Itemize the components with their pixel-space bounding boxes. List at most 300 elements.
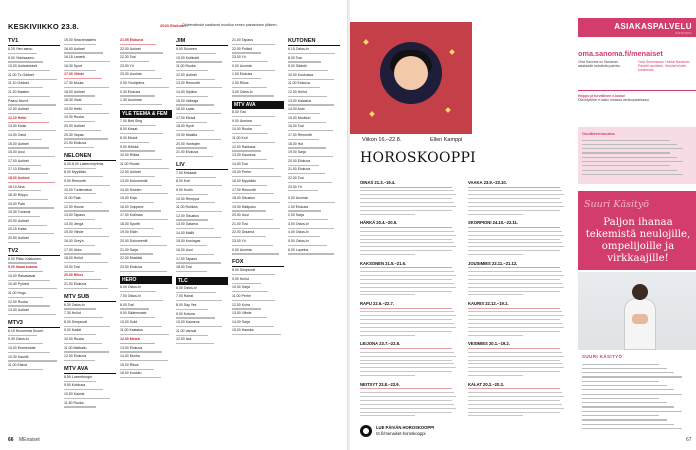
- program-description-line: [64, 94, 116, 98]
- program-description-line: [120, 226, 172, 230]
- program-line: 12.00 Hullut: [288, 89, 307, 94]
- horoscope-page: [350, 0, 696, 450]
- program-line: 10.00 Kauneus: [176, 320, 200, 325]
- program-description-line: [8, 287, 60, 291]
- program-description-line: [8, 137, 60, 141]
- program-line: 7.00 Rahat: [176, 294, 194, 299]
- program-description-line: [8, 163, 60, 167]
- program-description-line: [120, 307, 172, 311]
- program-description-line: [120, 218, 172, 222]
- tv-column: [288, 38, 340, 431]
- program-description-line: [8, 270, 60, 274]
- star-icon: [369, 111, 375, 117]
- program-line: 20.00 Uutiset: [64, 123, 85, 128]
- program-description-line: [232, 324, 284, 328]
- program-description-line: [232, 307, 284, 311]
- program-line: 17.00 Kotimaa: [120, 213, 143, 218]
- program-description-line: [176, 68, 228, 72]
- channel-block: [232, 259, 284, 337]
- program-description-line: [64, 218, 116, 222]
- program-line: 13.00 Dokumentti: [120, 178, 148, 183]
- program-description-line: [176, 209, 228, 213]
- program-line: 15.00 Kuningas: [176, 239, 201, 244]
- program-description-line: [232, 59, 284, 63]
- program-line: 12.00 Koira: [232, 302, 250, 307]
- program-line: 15.00 Perhe: [232, 170, 252, 175]
- address-change-lines: [582, 138, 692, 177]
- star-icon: [445, 107, 451, 113]
- zodiac-sign-block: [360, 180, 460, 216]
- zodiac-sign-block: [468, 341, 568, 377]
- program-description-line: [232, 114, 284, 118]
- program-description-line: [232, 68, 284, 72]
- sanoma-brand: SANOMA: [675, 31, 692, 35]
- program-description-line: [176, 270, 228, 274]
- zodiac-sign-text: [360, 347, 460, 378]
- program-description-line: [232, 77, 284, 81]
- program-line: 15.00 Uutiset: [8, 141, 29, 146]
- program-description-line: [176, 342, 228, 346]
- program-description-line: [176, 218, 228, 222]
- program-description-line: [120, 376, 172, 380]
- zodiac-sign-text: [360, 185, 460, 216]
- program-line: 11.20 Maaten.: [8, 89, 31, 94]
- zodiac-sign-heading: HÄRKÄ 20.4.–20.5.: [360, 220, 398, 226]
- program-description-line: [232, 85, 284, 89]
- zodiac-sign-block: [468, 382, 568, 418]
- channel-block: [288, 38, 340, 193]
- e-invoice-text: Ota käyttöön e-lasku omassa verkkopankissasi.: [578, 98, 650, 103]
- program-line: 11.00 Kalastus: [120, 328, 143, 333]
- program-line: 19.00 Hetki: [64, 106, 82, 111]
- program-line: 15.00 Vaihtaja: [176, 98, 199, 103]
- program-description-line: [64, 350, 116, 354]
- program-description-line: [232, 94, 284, 98]
- program-line: 9.20 Ihana kotona: [8, 265, 38, 270]
- e-invoice-title: Helppo ja turvallinen e-lasku!: [578, 94, 626, 98]
- zodiac-sign-text: [468, 226, 568, 257]
- horoscope-illustration: [350, 22, 472, 134]
- program-description-line: [64, 333, 116, 337]
- zodiac-sign-heading: VESIMIES 20.1.–19.2.: [468, 341, 510, 347]
- program-description-line: [64, 226, 116, 230]
- program-line: 22.00 Tosi: [288, 175, 304, 180]
- program-line: 18.00 Sisustus: [232, 196, 255, 201]
- program-line: Paavo Nurmi: [8, 98, 29, 103]
- program-line: 21.00 Sarja: [120, 247, 138, 252]
- program-line: 18.30 Vivat: [64, 98, 82, 103]
- program-description-line: [64, 316, 116, 320]
- zodiac-sign-block: [360, 382, 460, 418]
- ad-text-lines: [582, 362, 692, 431]
- program-line: 1.00 Elokuva: [232, 72, 253, 77]
- channel-block: [176, 162, 228, 274]
- program-description-line: [288, 94, 340, 98]
- program-line: 10.00 Koukussa: [288, 72, 314, 77]
- program-description-line: [288, 129, 340, 133]
- customer-service-text-left: Oma Sanoma on Sanoman asiakkaille tarkoitettu palvelu.: [578, 60, 621, 68]
- program-description-line: [8, 103, 60, 107]
- program-line: 10.00 Uutisvinkkeli: [8, 64, 38, 69]
- channel-block: [64, 294, 116, 363]
- program-description-line: [176, 146, 228, 150]
- program-line: 6.00 Pikku Kakkonen.: [8, 256, 42, 261]
- program-line: 16.00 Laatu: [176, 107, 195, 112]
- program-description-line: [232, 298, 284, 302]
- program-description-line: [8, 77, 60, 81]
- program-description-line: [176, 94, 228, 98]
- program-description-line: [176, 227, 228, 231]
- program-line: 10.00 Sarja: [232, 285, 250, 290]
- program-line: 12.00 Uutiset: [176, 72, 197, 77]
- program-description-line: [176, 154, 228, 158]
- program-description-line: [176, 325, 228, 329]
- program-line: 12.00 Isot: [176, 337, 192, 342]
- program-description-line: [288, 137, 340, 141]
- program-line: 17.00 Etsivä: [176, 115, 196, 120]
- program-line: 11.00 Etsivä: [8, 363, 28, 368]
- program-line: 10.50 Kaunis: [64, 391, 85, 396]
- program-description-line: [232, 192, 284, 196]
- channel-name: HERO: [120, 276, 172, 284]
- program-description-line: [176, 235, 228, 239]
- program-line: 8.30 Tosi: [232, 110, 246, 115]
- program-description-line: [8, 197, 60, 201]
- program-description-line: [288, 200, 340, 204]
- photo-person: [624, 284, 656, 350]
- program-line: 11.00 Matkailu: [64, 345, 87, 350]
- program-description-line: [232, 273, 284, 277]
- program-line: 10.00 Ruoka: [232, 127, 252, 132]
- program-line: 3.00 Ostos-tv: [232, 89, 253, 94]
- program-line: 11.50 Ruoka: [64, 400, 84, 405]
- zodiac-sign-text: [468, 185, 568, 216]
- program-line: 11.00 Koti: [232, 135, 248, 140]
- program-line: 9.00 Ykkösaamu.: [8, 55, 35, 60]
- program-description-line: [288, 111, 340, 115]
- program-description-line: [288, 103, 340, 107]
- program-line: 18.10 Aina: [8, 184, 25, 189]
- program-line: 5.00 Ostos-tv: [288, 239, 309, 244]
- program-line: 13.00 Kiosk: [8, 124, 27, 129]
- star-icon: [363, 39, 369, 45]
- horoscope-footer-link[interactable]: IS.fi/menaiset-horoskooppi: [376, 431, 426, 436]
- customer-service-text-right: Oma Sanomassa: Hoidat tilauksesi, Päivität osoitteen, Ilmoitat lehden puutteesta: [638, 60, 691, 72]
- program-line: 23.00 Yö: [232, 239, 246, 244]
- program-description-line: [8, 342, 60, 346]
- program-description-line: [176, 129, 228, 133]
- program-description-line: [120, 316, 172, 320]
- program-description-line: [8, 94, 60, 98]
- program-line: 9.00 Remontti: [64, 178, 86, 183]
- program-line: 12.10 Hetki: [8, 115, 27, 120]
- channel-block: [288, 196, 340, 256]
- program-line: 11.00 Vauvat: [176, 328, 197, 333]
- program-line: 12.00 Rakkaus: [232, 144, 256, 149]
- channel-block: [8, 248, 60, 317]
- program-description-line: [232, 226, 284, 230]
- horoscope-columns: [360, 180, 572, 420]
- program-description-line: [8, 313, 60, 317]
- program-line: 13.00 Uutiset: [8, 308, 29, 313]
- program-line: 2.00 Rikos: [232, 80, 249, 85]
- program-line: 8.00 Tosi: [120, 302, 134, 307]
- channel-name: NELONEN: [64, 153, 116, 161]
- program-description-line: [8, 189, 60, 193]
- program-line: 22.00 Draama: [232, 230, 255, 235]
- magazine-name: MEnaiset: [18, 437, 40, 443]
- program-line: 11.00 Pala: [64, 196, 81, 201]
- program-line: 19.00 Sarja: [288, 150, 306, 155]
- zodiac-sign-heading: KALAT 20.2.–20.3.: [468, 381, 504, 387]
- program-description-line: [288, 86, 340, 90]
- program-description-line: [120, 324, 172, 328]
- program-line: 6.15 Ostos-tv: [288, 47, 309, 51]
- program-line: 6.30 Ostos-tv: [64, 302, 85, 307]
- program-line: 23.00 Yö: [288, 184, 302, 189]
- program-line: 17.00 Remontti: [288, 132, 312, 137]
- program-line: 12.00 Uutiset: [8, 107, 29, 112]
- channel-block: [8, 38, 60, 245]
- program-description-line: [288, 68, 340, 72]
- zodiac-sign-text: [360, 387, 460, 418]
- program-description-line: [120, 85, 172, 89]
- program-line: 11.00 Elokuva: [288, 81, 310, 86]
- program-line: 22.00 Poliisit: [232, 46, 252, 51]
- program-description-line: [8, 146, 60, 150]
- text-line: [468, 333, 568, 337]
- program-line: 16.00 Uutiset: [64, 46, 85, 51]
- program-line: 18.00 Hullut: [64, 256, 83, 261]
- program-description-line: [64, 200, 116, 204]
- program-description-line: [120, 149, 172, 153]
- illustration-face: [394, 56, 428, 90]
- program-description-line: [176, 103, 228, 107]
- channel-name: JIM: [176, 38, 228, 46]
- program-description-line: [64, 269, 116, 273]
- program-description-line: [8, 86, 60, 90]
- page-number: 66: [8, 437, 14, 443]
- program-line: 16.00 Ooppera: [120, 204, 144, 209]
- channel-name: TV1: [8, 38, 60, 46]
- program-line: 9.00 Kodin: [176, 187, 193, 192]
- program-description-line: [232, 51, 284, 55]
- program-description-line: [288, 120, 340, 124]
- program-line: 0.00 Uusinta: [232, 247, 252, 252]
- program-description-line: [120, 140, 172, 144]
- program-description-line: [64, 68, 116, 72]
- is-logo-icon: [360, 425, 372, 437]
- program-line: 20.15 Kaisa: [8, 227, 27, 232]
- program-description-line: [176, 175, 228, 179]
- page-number: 67: [686, 437, 692, 443]
- program-description-line: [120, 243, 172, 247]
- channel-block: [176, 277, 228, 346]
- program-line: 8.00 Tosi: [288, 55, 302, 60]
- e-invoice-info: [578, 94, 696, 102]
- program-description-line: [232, 183, 284, 187]
- program-description-line: [176, 137, 228, 141]
- program-line: 20.00 Dokumentti: [120, 239, 148, 244]
- program-line: 13.00 Satama: [176, 222, 198, 227]
- program-line: 20.00 Vanhojen: [176, 141, 201, 146]
- program-description-line: [176, 51, 228, 55]
- program-line: 15.00 Kirja: [120, 196, 137, 201]
- program-line: 10.00 Ruoka: [64, 337, 84, 341]
- program-line: 9.00 Sääntö: [288, 64, 307, 69]
- horoscope-column-right: [468, 180, 568, 420]
- program-line: 12.00 House: [64, 204, 84, 209]
- suuri-kasityo-headline: Paljon ihanaa tekemistä neulojille, ompelijoille ja virkkaajille!: [585, 217, 691, 264]
- program-line: 10.00 Tuntematon: [64, 187, 93, 192]
- program-description-line: [64, 379, 116, 383]
- program-description-line: [232, 218, 284, 222]
- zodiac-sign-text: [360, 266, 460, 297]
- program-description-line: [232, 200, 284, 204]
- program-description-line: [64, 85, 116, 89]
- ad-brand-logo: SUURI KÄSITYÖ: [582, 354, 623, 359]
- program-line: 20.00 Uutiset: [8, 218, 29, 223]
- program-line: 18.30 Riippu: [8, 193, 28, 198]
- program-description-line: [232, 333, 284, 337]
- tv-column: [64, 38, 116, 431]
- program-description-line: [288, 209, 340, 213]
- program-description-line: [176, 252, 228, 256]
- program-description-line: [8, 350, 60, 354]
- program-line: 8.00 Kissat: [120, 127, 138, 132]
- text-line: [468, 293, 568, 297]
- program-line: 23.00 Yö: [120, 63, 134, 68]
- program-line: 15.00 Moottori: [288, 115, 311, 120]
- program-line: 11.10 Oddset.: [8, 81, 30, 86]
- program-line: 10.40 Pyöreä: [8, 282, 29, 287]
- star-icon: [449, 49, 455, 55]
- program-line: 16.00 Tosi: [288, 124, 304, 129]
- program-line: 13.00 Kauneus: [232, 153, 256, 158]
- program-line: 20.00 Uusi: [232, 213, 249, 218]
- program-line: 9.00 Sääennuste: [120, 311, 147, 316]
- program-line: 8.00 Koti: [176, 179, 190, 184]
- program-description-line: [288, 77, 340, 81]
- program-line: 16.00 Koukku: [120, 371, 142, 376]
- program-line: 6.15 Huomenta Suomi.: [8, 328, 44, 333]
- program-description-line: [120, 77, 172, 81]
- program-description-line: [120, 367, 172, 371]
- program-description-line: [176, 184, 228, 188]
- program-description-line: [176, 261, 228, 265]
- program-line: 14.00 Mallit: [176, 230, 194, 235]
- program-line: 3.00 Ostos-tv: [288, 221, 309, 226]
- program-line: 23.00 Elokuva: [120, 264, 143, 269]
- program-description-line: [176, 244, 228, 248]
- program-line: 0.00 Uusinta: [288, 196, 308, 201]
- zodiac-sign-block: [360, 261, 460, 297]
- program-line: 0.30 Elokuva: [120, 89, 141, 94]
- program-line: 9.30 Ostos-tv.: [8, 337, 30, 342]
- program-description-line: [120, 192, 172, 196]
- text-line: [360, 414, 460, 418]
- program-line: 19.00 Eläin: [120, 230, 138, 235]
- text-line: [468, 253, 568, 257]
- program-description-line: [288, 218, 340, 222]
- program-description-line: [8, 180, 60, 184]
- program-line: 11.00 Hugo: [8, 291, 26, 296]
- program-description-line: [232, 252, 284, 256]
- program-description-line: [176, 307, 228, 311]
- program-line: 14.00 Ostot: [8, 132, 27, 137]
- program-line: 21.00 Elokuva: [176, 150, 199, 155]
- program-description-line: [64, 252, 116, 256]
- zodiac-sign-text: [468, 347, 568, 378]
- program-line: 21.00 Elokuva: [64, 282, 87, 287]
- program-line: 23.30 Uusinta: [120, 72, 142, 77]
- program-description-line: [120, 252, 172, 256]
- program-description-line: [176, 120, 228, 124]
- channel-block: [64, 366, 116, 409]
- photo-head: [632, 284, 648, 300]
- program-line: 1.00 Elokuva: [288, 204, 309, 209]
- horoscope-week: Viikon 16.–22.8.: [362, 137, 402, 143]
- program-description-line: [176, 60, 228, 64]
- program-description-line: [120, 235, 172, 239]
- program-description-line: [8, 154, 60, 158]
- program-description-line: [8, 111, 60, 115]
- tv-column: [176, 38, 228, 431]
- program-line: 11.00 Ruoka: [176, 64, 196, 69]
- program-description-line: [64, 286, 116, 290]
- text-line: [468, 374, 568, 378]
- program-description-line: [120, 51, 172, 55]
- divider: [578, 90, 696, 91]
- program-line: 14.00 Jenga: [64, 221, 84, 226]
- program-line: 8.00 Simpsonit: [232, 268, 256, 273]
- program-description-line: [176, 290, 228, 294]
- program-line: 14.00 Murha: [120, 354, 140, 359]
- program-line: 13.00 Elokuva: [120, 345, 143, 350]
- program-description-line: [64, 341, 116, 345]
- tv-column: [232, 38, 284, 431]
- tv-column: [120, 38, 172, 431]
- program-description-line: [288, 252, 340, 256]
- program-line: 10.00 Kotikokit: [176, 55, 199, 60]
- program-description-line: [288, 243, 340, 247]
- program-line: 16.00 Myydään: [232, 178, 256, 183]
- program-line: 18.00 Hyvä: [176, 124, 194, 129]
- program-description-line: [232, 175, 284, 179]
- program-description-line: [232, 140, 284, 144]
- program-description-line: [232, 281, 284, 285]
- program-description-line: [120, 200, 172, 204]
- program-line: 14.00 Sarja: [232, 319, 250, 324]
- zodiac-sign-block: [360, 341, 460, 377]
- program-line: 21.00 Tapaus: [232, 38, 253, 42]
- program-line: 16.00 Uusi: [8, 150, 25, 155]
- program-description-line: [120, 341, 172, 345]
- program-line: 18.00 Tosi: [176, 265, 192, 270]
- zodiac-sign-heading: VAAKA 23.9.–23.10.: [468, 180, 507, 185]
- program-line: 9.00 Hölkkä: [120, 144, 139, 149]
- program-line: 22.30 Tosi: [120, 55, 136, 60]
- program-line: 17.00 Ukko: [64, 247, 82, 252]
- program-description-line: [8, 223, 60, 227]
- program-description-line: [8, 120, 60, 124]
- program-line: 1.30 Uusinnat: [120, 98, 142, 103]
- customer-service-url[interactable]: oma.sanoma.fi/menaiset: [578, 49, 663, 58]
- channel-block: [64, 38, 116, 150]
- program-line: 14.00 Sininen: [120, 187, 142, 192]
- program-line: 6.00 Ostos-tv: [176, 285, 197, 290]
- program-line: 21.00 Elokuva: [288, 167, 311, 172]
